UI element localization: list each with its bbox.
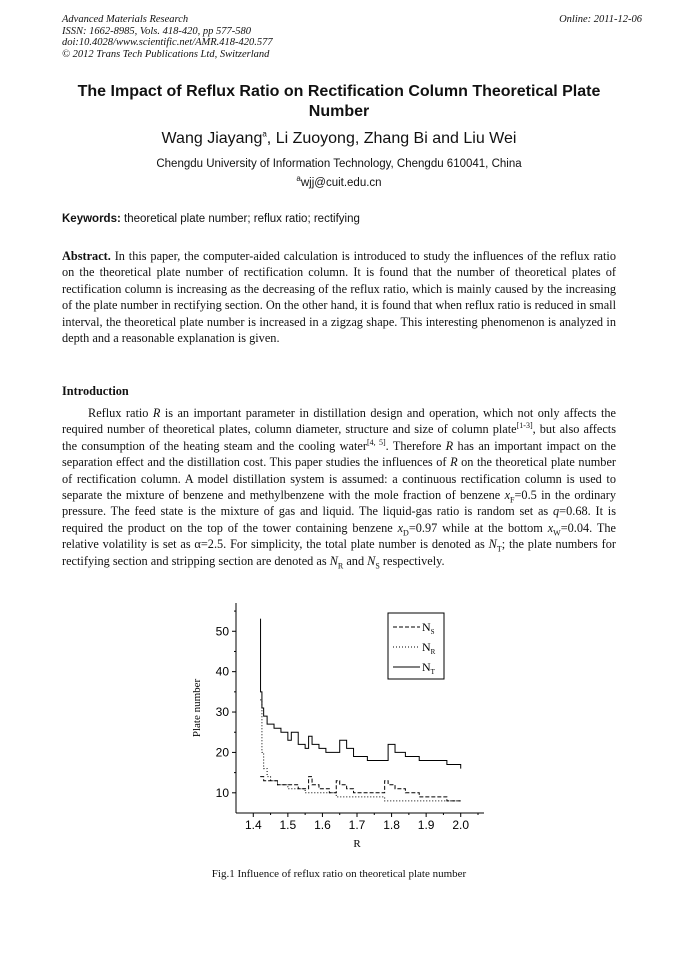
doi-line: doi:10.4028/www.scientific.net/AMR.418-420.577 [62,37,273,48]
issn-line: ISSN: 1662-8985, Vols. 418-420, pp 577-580 [62,25,251,37]
citation-1-3[interactable]: [1-3] [516,421,533,431]
svg-text:NT: $N_T$ [422,660,435,676]
online-date: Online: 2011-12-06 [559,14,642,25]
keywords-label: Keywords: [62,213,121,225]
svg-text:1.8: 1.8 [383,818,400,832]
svg-text:1.6: 1.6 [314,818,331,832]
svg-text:Plate number: Plate number [191,678,203,738]
keywords [62,213,360,225]
running-header-left [62,14,273,60]
svg-text:40: 40 [215,664,229,679]
svg-text:NS: $N_S$ [422,620,435,636]
svg-text:1.9: 1.9 [417,818,435,832]
svg-text:50: 50 [215,624,229,639]
paper-title: The Impact of Reflux Ratio on Rectification Column Theoretical Plate Number [77,83,601,120]
svg-text:10: 10 [215,785,229,800]
keywords-text: theoretical plate number; reflux ratio; rectifying [124,213,360,225]
figure-caption: Fig.1 Influence of reflux ratio on theoretical plate number [211,868,467,880]
citation-4-5[interactable]: [4, 5] [366,437,386,447]
svg-text:NR: $N_R$ [422,640,436,656]
introduction-body [62,405,616,569]
journal-name: Advanced Materials Research [62,14,189,25]
author-list [60,130,618,148]
svg-text:30: 30 [215,705,229,720]
email-mark: a [296,174,301,184]
figure-1-chart [180,595,490,855]
contact-email [60,174,618,189]
chart-legend [388,613,444,679]
introduction-heading: Introduction [62,384,129,398]
email-address[interactable]: wjj@cuit.edu.cn [300,177,382,189]
svg-text:R: R [353,838,361,850]
abstract-text: In this paper, the computer-aided calculation is introduced to study the influences of the reflux ratio on the theoretical plate number of rectification column. It is found that the number of theoretical plates of rectification column is increasing as the decreasing of the reflux ratio, which is mainly caused by the increasing of the plate number in rectifying section. On the other hand, it is found that when reflux ratio is reduced in small interval, the theoretical plate number is increased in a zigzag shape. This interesting phenomenon is analyzed in depth and a reasonable explanation is given. [62,249,616,346]
affiliation: Chengdu University of Information Technology, Chengdu 610041, China [156,158,522,170]
author-affil-mark: a [262,129,267,139]
abstract [62,248,616,346]
intro-paragraph: Reflux ratio R is an important parameter in distillation design and operation, which not only affects the required number of theoretical plates, column diameter, structure and size of column plate[1-3], but also affects the consumption of the heating steam and the cooling water[4, 5]. Therefore R has an important impact on the separation effect and the distillation cost. This paper studies the influences of R on the theoretical plate number of rectification column. A model distillation system is assumed: a continuous rectification column is used to separate the mixture of benzene and methylbenzene with the mole fraction of benzene $x_F=0.5$ in the ordinary pressure. The feed state is the mixture of gas and liquid. The liquid-gas ratio is random set as q=0.68. It is required the product on the top of the tower containing benzene $x_D=0.97$ while at the bottom $x_W=0.04$. The relative volatility is set as α=2.5. For simplicity, the total plate number is denoted as $N_T$; the plate numbers for rectifying section and stripping section are denoted as $N_R$ and $N_S$ respectively. [62,406,617,571]
svg-text:1.5: 1.5 [279,818,297,832]
co-authors: , Li Zuoyong, Zhang Bi and Liu Wei [266,130,517,147]
author-name: Wang Jiayang [161,130,263,147]
svg-text:1.7: 1.7 [348,818,366,832]
svg-text:1.4: 1.4 [244,818,262,832]
svg-text:2.0: 2.0 [452,818,470,832]
svg-text:20: 20 [215,745,229,760]
abstract-label: Abstract. [62,249,111,263]
copyright-line: © 2012 Trans Tech Publications Ltd, Switzerland [62,48,270,60]
